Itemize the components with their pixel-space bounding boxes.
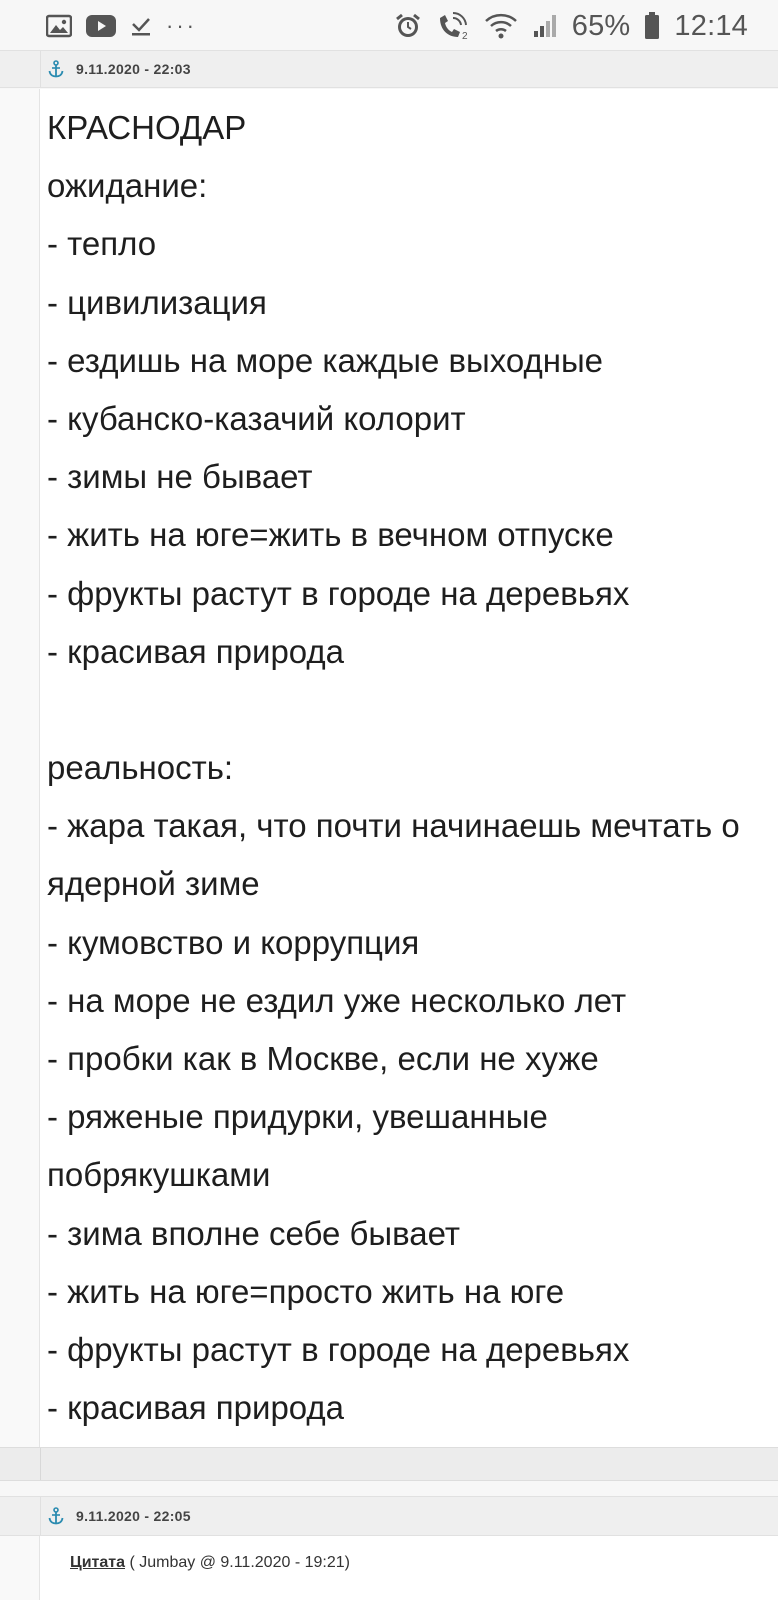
wifi-icon bbox=[484, 13, 518, 39]
status-left bbox=[46, 13, 197, 39]
post-date: 9.11.2020 - 22:05 bbox=[76, 1508, 191, 1524]
post-line: - ездишь на море каждые выходные bbox=[47, 341, 604, 379]
anchor-icon[interactable] bbox=[48, 60, 64, 78]
blank-line bbox=[47, 681, 778, 739]
post-date: 9.11.2020 - 22:03 bbox=[76, 61, 191, 77]
wifi-call-icon bbox=[436, 12, 470, 40]
post-line: КРАСНОДАР bbox=[47, 109, 247, 146]
status-bar bbox=[0, 0, 778, 52]
post-line: побрякушками bbox=[47, 1156, 271, 1194]
anchor-icon[interactable] bbox=[48, 1507, 64, 1525]
download-done-icon bbox=[130, 15, 152, 37]
post-line: - фрукты растут в городе на деревьях bbox=[47, 574, 630, 612]
post-line: - зимы не бывает bbox=[47, 458, 313, 496]
post-line: - пробки как в Москве, если не хуже bbox=[47, 1040, 599, 1077]
post-line: - красивая природа bbox=[47, 1389, 345, 1427]
clock: 12:14 bbox=[674, 9, 748, 42]
quote-header bbox=[70, 1554, 350, 1572]
alarm-icon bbox=[394, 12, 422, 40]
youtube-icon bbox=[86, 15, 116, 37]
status-right bbox=[394, 10, 748, 43]
quote-meta: ( Jumbay @ 9.11.2020 - 19:21) bbox=[125, 1554, 350, 1571]
post-gap bbox=[0, 1481, 778, 1496]
post-line: - кумовство и коррупция bbox=[47, 923, 420, 961]
quote-label[interactable]: Цитата bbox=[70, 1554, 125, 1571]
post-separator bbox=[0, 1447, 778, 1481]
post-line: ожидание: bbox=[47, 167, 208, 205]
post-line: - ряженые придурки, увешанные bbox=[47, 1098, 548, 1136]
post-line: - жить на юге=жить в вечном отпуске bbox=[47, 516, 614, 554]
post-header bbox=[0, 1496, 778, 1536]
post-line: - на море не ездил уже несколько лет bbox=[47, 981, 627, 1019]
post-line: реальность: bbox=[47, 749, 234, 787]
more-notifications-icon: ··· bbox=[166, 13, 197, 38]
post-header bbox=[0, 50, 778, 88]
post-line: - цивилизация bbox=[47, 283, 267, 321]
post-line: - кубанско-казачий колорит bbox=[47, 399, 466, 437]
post-text bbox=[47, 99, 778, 1437]
signal-icon bbox=[532, 13, 558, 39]
post-line: - жара такая, что почти начинаешь мечтать о bbox=[47, 807, 740, 845]
post-line: - фрукты растут в городе на деревьях bbox=[47, 1330, 630, 1368]
post-body bbox=[0, 89, 778, 1447]
gallery-icon bbox=[46, 14, 72, 38]
post-line: - жить на юге=просто жить на юге bbox=[47, 1272, 565, 1310]
battery-icon bbox=[644, 12, 660, 40]
post-line: - тепло bbox=[47, 225, 157, 263]
post-line: ядерной зиме bbox=[47, 865, 260, 903]
post-line: - красивая природа bbox=[47, 632, 345, 670]
svg-text:2: 2 bbox=[461, 31, 468, 40]
post-line: - зима вполне себе бывает bbox=[47, 1214, 460, 1252]
battery-percent: 65% bbox=[571, 9, 631, 42]
